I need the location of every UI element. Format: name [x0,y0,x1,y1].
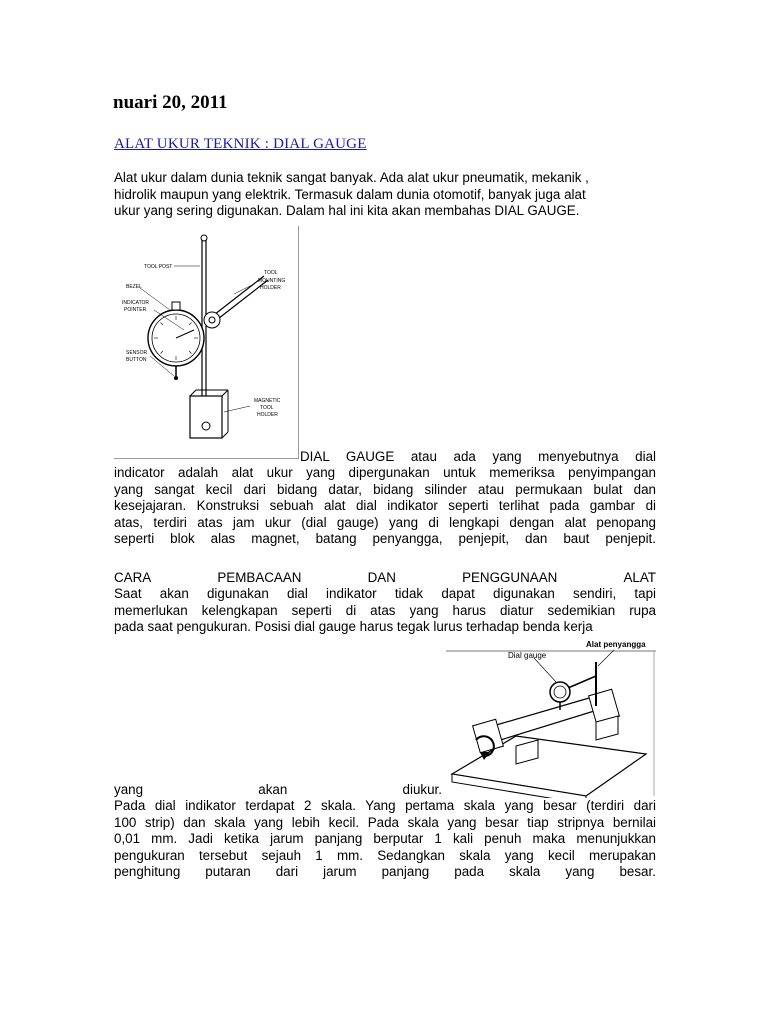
intro-line: hidrolik maupun yang elektrik. Termasuk dalam dunia otomotif, banyak juga alat [114,186,586,202]
label-tool-mounting-2: MOUNTING [258,278,286,284]
cara-tail-word: diukur. [402,782,442,797]
description-line: seperti blok alas magnet, batang penyangga, penjepit, dan baut penjepit. [114,531,656,546]
description-line: yang sangat kecil dari bidang datar, bidang silinder atau permukaan bulat dan [114,481,656,497]
skala-line: pengukuran tersebut sejauh 1 mm. Sedangkan skala yang kecil merupakan [114,847,656,863]
skala-last-word: putaran [205,864,251,879]
description-first-line-wrap [300,449,656,466]
skala-last-word: jarum [323,864,357,879]
label-tool-mounting-3: HOLDER [260,285,281,291]
description-line: kesejajaran. Konstruksi sebuah alat dial indikator seperti terlihat pada gambar di [114,498,656,513]
cara-heading-word: PENGGUNAAN [462,570,558,585]
skala-last-word: penghitung [114,864,181,879]
cara-heading-word: PEMBACAAN [217,570,302,585]
skala-last-word: yang [565,864,595,879]
description-line: indicator adalah alat ukur yang dipergunakan untuk memeriksa penyimpangan [114,465,656,480]
description-first-line: DIAL GAUGE atau ada yang menyebutnya dial [300,449,656,464]
cara-tail-word: yang [114,782,144,797]
label-tool-mounting-1: TOOL [264,270,278,276]
skala-last-word: skala [509,864,541,879]
cara-tail-word: akan [258,782,288,797]
skala-last-word: besar. [619,864,656,879]
skala-line: Pada dial indikator terdapat 2 skala. Yang pertama skala yang besar (terdiri dari [114,798,656,813]
cara-tail-line [114,782,442,799]
intro-line: ukur yang sering digunakan. Dalam hal ini kita akan membahas DIAL GAUGE. [114,203,580,218]
label-magnetic-1: MAGNETIC [254,398,281,404]
dial-gauge-setup-figure [446,636,656,798]
skala-last-word: panjang [381,864,430,879]
label-indicator-1: INDICATOR [122,300,150,306]
cara-line: Saat akan digunakan dial indikator tidak dapat digunakan sendiri, tapi [114,586,656,601]
skala-paragraph [114,798,656,864]
label-sensor-1: SENSOR [126,350,148,356]
dial-gauge-setup-illustration [446,636,656,798]
cara-line: memerlukan kelengkapan seperti di atas yang harus diatur sedemikian rupa [114,602,656,618]
cara-line: pada saat pengukuran. Posisi dial gauge harus tegak lurus terhadap benda kerja [114,619,593,634]
label-bezel: BEZEL [126,284,142,290]
label-dial-gauge: Dial gauge [508,651,547,660]
label-indicator-2: POINTER [124,307,147,313]
cara-paragraph [114,586,656,636]
skala-line: 0,01 mm. Jadi ketika jarum panjang berputar 1 kali penuh maka menunjukkan [114,831,656,846]
label-magnetic-3: HOLDER [257,412,278,418]
label-alat-penyangga: Alat penyangga [586,640,646,649]
skala-last-line [114,864,656,881]
cara-heading-word: CARA [114,570,152,585]
cara-heading-word: DAN [367,570,396,585]
skala-line: 100 strip) dan skala yang lebih kecil. Pada skala yang besar tiap stripnya bernilai [114,814,656,830]
intro-paragraph [114,170,656,220]
post-date: nuari 20, 2011 [113,92,228,113]
label-tool-post: TOOL POST [144,264,173,270]
cara-heading [114,570,656,587]
label-sensor-2: BUTTON [126,357,147,363]
dial-gauge-stand-illustration [114,226,298,458]
skala-last-word: pada [454,864,485,879]
description-line: atas, terdiri atas jam ukur (dial gauge) yang di lengkapi dengan alat penopang [114,514,656,530]
label-magnetic-2: TOOL [260,405,274,411]
article-title-link[interactable]: ALAT UKUR TEKNIK : DIAL GAUGE [114,136,367,152]
cara-heading-word: ALAT [623,570,656,585]
description-paragraph [114,465,656,548]
dial-gauge-stand-figure [114,226,299,459]
intro-line: Alat ukur dalam dunia teknik sangat banyak. Ada alat ukur pneumatik, mekanik , [114,170,589,185]
skala-last-word: dari [275,864,299,879]
